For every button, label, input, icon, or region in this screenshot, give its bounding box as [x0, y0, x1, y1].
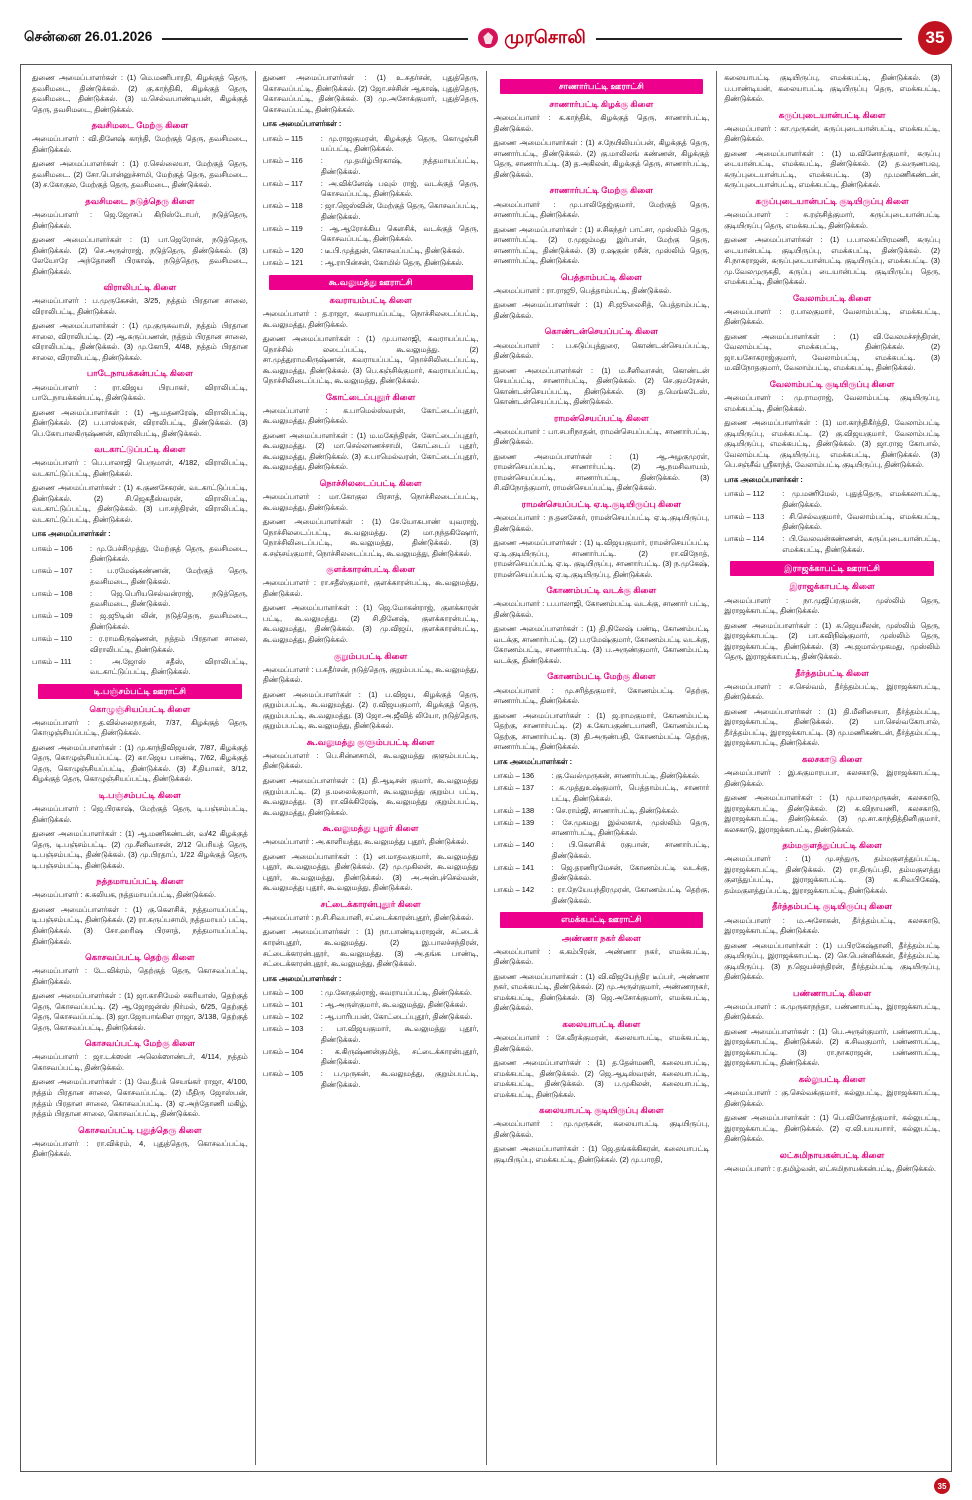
body-paragraph: துணை அமைப்பாளர்கள் : (1) பெ.வினோத்குமார், கல்லுபட்டி, இராஜக்காபட்டி, திண்டுக்கல். (2) ஏ.வி.யயயாார், கல்லுபட்டி, திண்டுக்கல். — [724, 1113, 940, 1144]
body-paragraph: அமைப்பாளர் : ஜெ.ஜோசப் கிறிஸ்டோபர், நடுத்தெரு, திண்டுக்கல். — [32, 209, 248, 230]
part-organizer: : சே.முகமது இல்லகாக், முஸ்லிம் தெரு, சாணார்பட்டி, திண்டுக்கல். — [551, 817, 710, 838]
part-number: பாகம் – 117 — [262, 178, 303, 188]
part-entry — [32, 634, 248, 655]
body-paragraph: அமைப்பாளர் : க.கலியக, நத்தமாயப்பட்டி, திண்டுக்கல். — [32, 890, 216, 900]
body-paragraph: அமைப்பாளர் : கு.செல்வக்குமார், கல்லுபட்டி, இராஜக்காபட்டி, திண்டுக்கல். — [724, 1088, 940, 1108]
part-number: பாகம் – 112 — [724, 489, 765, 499]
part-number: பாகம் – 109 — [32, 611, 73, 621]
body-paragraph: துணை அமைப்பாளர்கள் : (1) தி.மீனிசையா, தீர்த்தம்பட்டி, இராஜக்காபட்டி, திண்டுக்கல். (2) பா.செல்வகோபால், தீர்த்தம்பட்டி, இராஜக்காபட்டி. (3) மு.மணிகண்டன், தீர்த்தம்பட்டி, இராஜக்காபட்டி, திண்டுக்கல். — [724, 706, 940, 748]
part-entry — [263, 201, 479, 222]
part-organizer: : பி.வேலவன்கண்ணன், கருப்புடையான்பட்டி, எமக்கபட்டி, திண்டுக்கல். — [782, 534, 940, 554]
body-paragraph: அமைப்பாளர் : ம.அசோகன், தீர்த்தம்பட்டி, கலசகாடு, இராஜக்காபட்டி, திண்டுக்கல். — [724, 915, 940, 936]
body-paragraph: துணை அமைப்பாளர்கள் : (1) ஜெ.மோகன்ராஜ், குளக்காரன் பட்டி, கூ.வலுமத்து. (2) சி.தினேஷ், குளக்காரன்பட்டி, கூ.வலுமத்து, திண்டுக்கல். (3) மு.விஜய், குளக்காரன்பட்டி, கூ.வலுமத்து, திண்டுக்கல். — [262, 603, 479, 644]
part-entry — [263, 134, 479, 155]
branch-heading: டி.பஞ்சம்பட்டி கிளை — [98, 790, 181, 800]
body-paragraph: துணை அமைப்பாளர்கள் : (1) சு.ஜெயசீலன், முஸ்லிம் தெரு, இராஜக்காபட்டி. (2) பா.கவிநிஷ்குமார், முஸ்லிம் தெரு, இராஜக்காபட்டி, திண்டுக்கல். (3) அ.ஜமால்முகமது, முஸ்லிம் தெரு, இராஜக்காபட்டி, திண்டுக்கல். — [724, 620, 940, 662]
part-entry — [32, 657, 248, 678]
column-3 — [486, 71, 717, 1465]
part-number: பாகம் – 107 — [32, 566, 73, 576]
body-paragraph: துணை அமைப்பாளர்கள் : (1) சே.யோகபாண் யுவராஜ், நொச்சிலடைப்பட்டி, கூ.வலுமத்து. (2) மா.நந்தகிஷோர், நொச்சிலிடைப்பட்டி, கூ.வலுமத்து, திண்டுக்கல். (3) க.சஞ்சய்குமார், நொச்சிலடைப்பட்டி, கூ.வலுமத்து, திண்டுக்கல். — [262, 517, 479, 558]
body-paragraph: அமைப்பாளர் : ந.சி.சிவபானி, சட்டைக்காரன்புதூர், திண்டுக்கல். — [262, 912, 474, 922]
part-organizer: : அ.விக்னேஷ் பவுல் ராஜ், வடக்குத் தெரு, கொசவப்பட்டி, திண்டுக்கல். — [320, 178, 479, 199]
branch-heading: தம்மகுளத்துப்பட்டி கிளை — [782, 840, 882, 851]
body-paragraph: அமைப்பாளர் : ந.தனசேகர், ராமன்செயப்பட்டி ஏ.டி.குடியிருப்பு, திண்டுக்கல். — [493, 513, 710, 533]
body-paragraph: அமைப்பாளர் : ப.பாலாஜி, கோணம்பட்டி வடக்கு, சாணார் பட்டி, திண்டுக்கல். — [493, 599, 710, 619]
branch-heading: வடகாட்டுப்பட்டி கிளை — [94, 444, 186, 455]
part-organizer: : ஆ.அருள்குமார், கூ.வலுமத்து, திண்டுக்கல். — [320, 1000, 468, 1010]
body-paragraph: அமைப்பாளர் : ர.தமிழ்வன், லட்சுமிநாயக்கன்பட்டி, திண்டுக்கல். — [724, 1163, 936, 1173]
part-entry — [263, 1069, 479, 1090]
body-paragraph: துணை அமைப்பாளர்கள் : (1) மு.காந்திவிஜயன், 7/87, கிழக்குத் தெரு, கொழுஞ்சியப்பட்டி. (2) கா.ஜெய பாண்டி, 7/62, கிழக்குத் தெரு, கொழுஞ்சியப்பட்டி, திண்டுக்கல். (3) சீ.தியாகர், 3/12, கிழக்குத் தெரு, கொழுஞ்சியப்பட்டி, திண்டுக்கல். — [32, 742, 248, 784]
part-organizer: : ஆ.பாரிபபன், கோட்டைப்புதூர், திண்டுக்கல். — [320, 1012, 473, 1022]
rising-sun-icon — [478, 28, 498, 48]
body-paragraph: துணை அமைப்பாளர்கள் : (1) மு.பாலமுருகன், கலசகாடு, இராஜக்காபட்டி, திண்டுக்கல். (2) சு.விநாயணி, கலசகாடு, இராஜக்காபட்டி, திண்டுக்கல். (3) மு.சா.காந்தித்தினி்குமார், கலசகாடு, இராஜக்காபட்டி, திண்டுக்கல். — [724, 793, 940, 834]
part-number: பாகம் – 137 — [493, 783, 535, 793]
body-paragraph: துணை அமைப்பாளர்கள் : (1) கு.கௌசிக், நத்தமாயப்பட்டி, டி.பஞ்சம்பட்டி, திண்டுக்கல். (2) ரா.சுருப்பசாமி, நத்தமாயப் பட்டி, திண்டுக்கல். (3) சோ.ஹரிஷ பிரசாத், நத்தமாயப்பட்டி, திண்டுக்கல். — [32, 904, 248, 946]
body-paragraph: துணை அமைப்பாளர்கள் : (1) ம.சீனிவாசன், கொண்டன் செயப்பட்டி, சாணார்பட்டி, திண்டுக்கல். (2) செ.குமரேசன், கொண்டன்செயப்பட்டி, திண்டுக்கல். (3) த.மெங்கடேஸ், கொண்டன்செயப்பட்டி, திண்டுக்கல். — [493, 365, 710, 407]
branch-heading: கொசவப்பட்டி மேற்கு கிளை — [84, 1038, 196, 1049]
body-paragraph: கலையாபட்டி குடியிருப்பு, எமக்கபட்டி, திண்டுக்கல். (3) ப.பாண்டியன், கலையாபட்டி குடியிருப்பு தெரு, எமக்கபட்டி, திண்டுக்கல். — [724, 73, 940, 104]
branch-heading: இராஜக்காபட்டி கிளை — [789, 581, 875, 592]
branch-heading: கோணம்பட்டி வடக்கு கிளை — [546, 585, 657, 596]
body-paragraph: துணை அமைப்பாளர்கள் : (1) சு.குணசேகரன், வடகாட்டுப்பட்டி, திண்டுக்கல். (2) சி.ஜெகதீஸ்வரன், விராலிபட்டி, வடகாட்டுப்பட்டி, திண்டுக்கல். (3) பா.சந்திரன், விராலிபட்டி, வடகாட்டுப்பட்டி, திண்டுக்கல். — [32, 483, 248, 524]
column-4 — [716, 71, 947, 1465]
part-entry — [263, 224, 479, 245]
body-paragraph: அமைப்பாளர் : ர.பாலகுமார், வேலாம்பட்டி, எமக்கபட்டி, திண்டுக்கல். — [724, 306, 940, 327]
body-paragraph: அமைப்பாளர் : வி.தினேஷ் காந்தி, மேற்குத் தெரு, தவசிமடை, திண்டுக்கல். — [32, 134, 248, 154]
part-organizer: : செ.ராம்ஜி, சாணார்பட்டி, திண்டுக்கல். — [551, 805, 679, 815]
body-paragraph: துணை அமைப்பாளர்கள் : (1) ஜ.ராமகுமார், கோணம்பட்டி தெற்கு, சாணார்பட்டி. (2) சு.கோபகுண்டபாணி, கோணம்பட்டி தெற்கு, சாணார்பட்டி. (3) தி.அருண்பதி, கோணம்பட்டி தெற்கு, சாணார்பட்டி, திண்டுக்கல். — [493, 710, 710, 752]
branch-heading: விராலிபட்டி கிளை — [103, 282, 177, 293]
part-organizer: : ஆ.ராபின்சன், கோமில் தெரு, திண்டுக்கல். — [320, 258, 464, 268]
body-paragraph: அமைப்பாளர் : நா.முஜிப்ரகுமன், முஸ்லிம் தெரு, இராஜக்காபட்டி, திண்டுக்கல். — [724, 595, 940, 616]
masthead — [20, 18, 952, 58]
part-number: பாகம் – 118 — [262, 201, 303, 211]
part-number: பாகம் – 102 — [262, 1012, 304, 1022]
branch-heading: பாடேநாயக்கன்பட்டி கிளை — [86, 368, 193, 379]
body-paragraph: அமைப்பாளர் : மு.ராமராஜ், வேலாம்பட்டி குடியிருப்பு, எமக்கபட்டி, திண்டுக்கல். — [724, 393, 940, 413]
body-paragraph: அமைப்பாளர் : ப.சுடுப்புத்துரை, கொண்டன்செயப்பட்டி, திண்டுக்கல். — [493, 340, 710, 361]
body-paragraph: துணை அமைப்பாளர்கள் : (1) டி.விஜயகுமார், ராமன்செயப்பட்டி ஏ.டி.குடியிருப்பு, சாணார்பட்டி. (2) ரா.விநோத், ராமன்செயப்பட்டி ஏ.டி. குடியிருப்பு, சாணார்பட்டி. (3) ந.முகேஷ், ராமன்செயப்பட்டி ஏ.டி.குடியிருப்பு, திண்டுக்கல். — [493, 538, 710, 579]
body-paragraph: அமைப்பாளர் : பா.சபரிநாதன், ராமன்செயப்பட்டி, சாணார்பட்டி, திண்டுக்கல். — [493, 426, 710, 447]
part-number: பாகம் – 116 — [262, 156, 303, 166]
body-paragraph: அமைப்பாளர் : ஜெ.பிரகாஷ், மேற்குத் தெரு, டி.பஞ்சம்பட்டி, திண்டுக்கல். — [32, 804, 248, 824]
branch-heading: கொழுஞ்சியப்பட்டி கிளை — [89, 703, 191, 714]
body-paragraph: துணை அமைப்பாளர்கள் : (1) வி.விஜயேந்திர டீப்பர், அண்ணா நகர், எமக்கபட்டி, திண்டுக்கல். (2) மு.அருள்குமார், அண்ணாநகர், எமக்கபட்டி, திண்டுக்கல். (3) ஜெ.அசோக்குமார், எமக்கபட்டி, திண்டுக்கல். — [493, 971, 710, 1013]
part-organizer: : ரா.நேயேயந்திரமுரன், கோணம்பட்டி தெற்கு, திண்டுக்கல். — [551, 885, 710, 905]
branch-heading: குளக்காரன்பட்டி கிளை — [326, 564, 416, 575]
branch-heading: தவசிமடை மேற்கு கிளை — [91, 120, 189, 131]
branch-heading: சாணார்பட்டி மேற்கு கிளை — [549, 185, 654, 196]
body-paragraph: அமைப்பாளர் : க.பாமெல்ஸ்வரன், கோட்டைப்புதூர், கூ.வலுமத்து, திண்டுக்கல். — [262, 405, 479, 426]
part-organizer: : ப.முருகன், கூ.வலுமத்து, குறும்பபட்டி, திண்டுக்கல். — [320, 1069, 479, 1089]
part-organizer: : சி.செல்வகுமார், வேலாம்பட்டி, எமக்கபட்டி, திண்டுக்கல். — [782, 511, 940, 532]
part-number: பாகம் – 141 — [493, 862, 535, 872]
part-entry — [32, 611, 248, 632]
body-paragraph: அமைப்பாளர் : (1) மு.சந்துரு, தம்மகுளத்துப்பட்டி, இராஜக்காபட்டி, திண்டுக்கல். (2) ரா.திருப்பதி, தம்மகுளத்து குளத்துப்பட்டி, இராஜக்காபட்டி. (3) க.சிவபிகேஷ், தம்மகுளத்துப்பட்டி, இராஜக்காபட்டி, திண்டுக்கல். — [724, 854, 940, 895]
part-organizer: : மு.ராஜகுமரன், கிழக்குத் தெரு, கொழுஞ்சி யப்பட்டி, திண்டுக்கல். — [320, 133, 479, 154]
body-paragraph: அமைப்பாளர் : ரா.ராஜூ, பெத்தாம்பட்டி, திண்டுக்கல். — [493, 285, 672, 295]
branch-heading: கோட்டைப்புதூர் கிளை — [325, 391, 416, 402]
branch-heading: கலையாபட்டி குடியிருப்பு கிளை — [539, 1105, 664, 1116]
branch-heading: தீர்த்தம்பட்டி கிளை — [795, 667, 869, 678]
branch-heading: கூ.வலுமத்து புதூர் கிளை — [322, 823, 419, 834]
branch-heading: கருப்புடையான்பட்டி கிளை — [778, 109, 886, 120]
part-number: பாகம் – 114 — [724, 534, 765, 544]
body-paragraph: துணை அமைப்பாளர்கள் : (1) தி.ஆடிசன் குமார், கூ.வலுமத்து குறும்பபட்டி. (2) த.மலைக்குமார், கூ.வலுமத்து குறும்ப பட்டி, கூ.வலுமத்து. (3) ரா.விக்கிரேஷ், கூ.வலுமத்து குறும்பபட்டி, கூ.வலுமத்து, திண்டுக்கல். — [262, 775, 479, 817]
body-paragraph: துணை அமைப்பாளர்கள் : (1) ன.மாதவகுமார், கூ.வலுமத்து புதூர், கூ.வலுமத்து, திண்டுக்கல். (2) மு.முகிலன், கூ.வலுமத்து புதூர், கூ.வலுமத்து, திண்டுக்கல். (3) அ.அன்புச்செல்வன், கூ.வலுமத்து புதூர், கூ.வலுமத்து, திண்டுக்கல். — [262, 851, 479, 893]
branch-heading: நொச்சிலடைப்பட்டி கிளை — [319, 477, 422, 488]
part-organizer: : ஜா.ஜெஸ்வின், மேற்குத் தெரு, கொசவப்பட்டி, திண்டுக்கல். — [320, 201, 479, 221]
part-entry — [494, 806, 710, 817]
branch-heading: கொசவப்பட்டி புதுத்தெரு கிளை — [78, 1124, 202, 1135]
part-entry — [263, 1012, 479, 1023]
part-entry — [724, 534, 940, 555]
publication-name: முரசொலி — [504, 26, 587, 47]
part-number: பாகம் – 136 — [493, 771, 535, 781]
body-paragraph: அமைப்பாளர் : மு.பாலிதேஜ்குமார், மேற்குத் தெரு, சாணார்பட்டி, திண்டுக்கல். — [493, 199, 710, 220]
body-paragraph: அமைப்பாளர் : டே.விக்ரம், தெற்குத் தெரு, கொசவப்பட்டி, திண்டுக்கல். — [32, 966, 248, 986]
body-paragraph: அமைப்பாளர் : இ.சுகுமாரபபா, கலசகாடு, இராஜக்காபட்டி, திண்டுக்கல். — [724, 768, 940, 788]
part-organizer: : மு.மணிமேல், புதுத்தெரு, எமக்கலாபட்டி, திண்டுக்கல். — [782, 489, 940, 509]
part-organizer: : பா.விஜயகுமார், கூ.வலுமத்து புதூர், திண்டுக்கல். — [320, 1024, 479, 1044]
body-paragraph: துணை அமைப்பாளர்கள் : (1) ம.வினோத்குமார், கருப்பு டையான்பட்டி, எமக்கபட்டி, திண்டுக்கல். (2) த.வருணபவு, கருப்புடையான்பட்டி, எமக்கபட்டி. (3) மு.மணிகண்டன், கருப்புடையான்பட்டி, எமக்கபட்டி, திண்டுக்கல். — [724, 148, 940, 190]
body-paragraph: துணை அமைப்பாளர்கள் : (1) ப.பாலசுப்பிரமணி, கருப்பு டையான்பட்டி குடியிருப்பு, எமக்கபட்டி, திண்டுக்கல். (2) சி.நாகராஜன், கருப்புடையான்பட்டி குடியிருப்பு, எமக்கபட்டி. (3) மு.வேலமுருகதி, கருப்பு டையான்பட்டி குடியிருப்பு தெரு, எமக்கபட்டி, திண்டுக்கல். — [724, 235, 940, 287]
part-entry — [263, 988, 479, 999]
body-paragraph: பாக அமைப்பாளர்கள் : — [493, 756, 573, 766]
part-number: பாகம் – 106 — [32, 543, 73, 553]
body-paragraph: அமைப்பாளர் : க.காந்திக், கிழக்குத் தெரு, சாணார்பட்டி, திண்டுக்கல். — [493, 113, 710, 133]
column-1 — [25, 71, 255, 1465]
body-paragraph: துணை அமைப்பாளர்கள் : (1) வே.தீபக் செயங்கர் ராஜா, 4/100, நத்தம் பிரதான சாலை, கொசவப்பட்டி. (2) மீதிரு ஜோஸ்பன், நத்தம் பிரதான சாலை, கொசவப்பட்டி. (3) ஏ.அந்தோணி மகிழ், நத்தம் பிரதான சாலை, கொசவப்பட்டி, திண்டுக்கல். — [32, 1077, 248, 1119]
body-paragraph: துணை அமைப்பாளர்கள் : (1) ச.நேயிலியப்பன், கிழக்குத் தெரு, சாணார்பட்டி, திண்டுக்கல். (2) கு.மாலிலங் கண்ணன், கிழக்குத் தெரு, சாணார்பட்டி. (3) த.அகிலன், கிழக்குத் தெரு, சாணார்பட்டி, திண்டுக்கல். — [493, 138, 710, 179]
part-number: பாகம் – 140 — [493, 840, 535, 850]
part-number: பாகம் – 113 — [724, 511, 765, 521]
part-organizer: : ப.ரமேஷ்கண்ணன், மேற்குத் தெரு, தவசிமடை, திண்டுக்கல். — [90, 566, 248, 586]
part-number: பாகம் – 101 — [262, 1000, 304, 1010]
body-paragraph: துணை அமைப்பாளர்கள் : (1) ர.செல்லையா, மேற்குத் தெரு, தவசிமடை. (2) சோ.பொன்னுச்சாமி, மேற்குத் தெரு, தவசிமடை. (3) ச.கோகுல, மேற்குத் தெரு, தவசிமடை, திண்டுக்கல். — [32, 159, 248, 190]
part-organizer: : ஜெ.தரணிரமேசன், கோணம்பட்டி வடக்கு, திண்டுக்கல். — [551, 862, 710, 883]
part-number: பாகம் – 100 — [262, 988, 304, 998]
part-number: பாகம் – 142 — [493, 885, 535, 895]
part-entry — [32, 589, 248, 610]
body-paragraph: அமைப்பாளர் : பெ.சின்னசாமி, கூ.வலுமத்து குளும்பபட்டி, திண்டுக்கல். — [262, 750, 479, 771]
body-paragraph: துணை அமைப்பாளர்கள் : (1) தி.நிலேஷ் பண்டி, கோணம்பட்டி வடக்கு, சாணார்பட்டி. (2) ப.ரமேஷ்குமார், கோணம்பட்டி வடக்கு, கோணம்பட்டி, சாணார்பட்டி. (3) ப.அருண்குமார், கோணம்பட்டி வடக்கு, திண்டுக்கல். — [493, 624, 710, 665]
part-number: பாகம் – 108 — [32, 588, 73, 598]
part-entry — [494, 863, 710, 884]
part-organizer: : ஜெ.பெரியசெல்வன்ராஜ், நடுத்தெரு, தவசிமடை, திண்டுக்கல். — [90, 588, 248, 609]
body-paragraph: அமைப்பாளர் : மா.கோகுல பிரசாத், நொச்சிலடைப்பட்டி, கூ.வலுமத்து, திண்டுக்கல். — [262, 492, 479, 512]
body-paragraph: துணை அமைப்பாளர்கள் : (1) ஆ.மணிகண்டன், வ/42 கிழக்குத் தெரு, டி.பஞ்சம்பட்டி. (2) மு.சீனிவாசன், 2/12 பெரியத் தெரு, டி.பஞ்சம்பட்டி, திண்டுக்கல். (3) மு.பிரதாப், 1/22 கிழக்குத் தெரு, டி.பஞ்சம்பட்டி, திண்டுக்கல். — [32, 829, 248, 870]
branch-heading: கொண்டன்செயப்பட்டி கிளை — [544, 326, 659, 337]
branch-heading: கவராயம்பட்டி கிளை — [329, 294, 412, 305]
part-number: பாகம் – 121 — [262, 258, 304, 268]
publication-logo — [478, 27, 586, 50]
body-paragraph: துணை அமைப்பாளர்கள் : (1) ப.விஜய, கிழக்குத் தெரு, குறும்பபட்டி, கூ.வலுமத்து. (2) ர.விஜயகுமார், கிழக்குத் தெரு, குறும்பபட்டி, கூ.வலுமத்து. (3) ஜோ.அ.ஜீவித் லியோ, நடுத்தெரு, குறும்பபட்டி, கூ.வலுமத்து, திண்டுக்கல். — [262, 689, 479, 731]
part-organizer: : கு.வேல்முருகன், சாணார்பட்டி, திண்டுக்கல். — [551, 771, 700, 781]
part-entry — [494, 818, 710, 839]
part-entry — [263, 1047, 479, 1068]
body-paragraph: துணை அமைப்பாளர்கள் : (1) மெ.மணிபாரதி, கிழக்குத் தெரு, தவசிமடை, திண்டுக்கல். (2) கு.காந்திகி, கிழக்குத் தெரு, தவசிமடை, திண்டுக்கல். (3) ம.செல்வபாண்டியன், கிழக்குத் தெரு, தவசிமடை, திண்டுக்கல். — [32, 73, 248, 114]
branch-heading: கோணம்பட்டி மேற்கு கிளை — [547, 671, 656, 682]
body-paragraph: அமைப்பாளர் : ரா.விக்ரம், 4, புதுத்தெரு, கொசவப்பட்டி, திண்டுக்கல். — [32, 1138, 248, 1159]
edition-date: சென்னை 26.01.2026 — [24, 29, 153, 44]
part-number: பாகம் – 105 — [262, 1069, 304, 1079]
part-entry — [263, 156, 479, 177]
body-paragraph: துணை அமைப்பாளர்கள் : (1) பெ.அருள்குமார், பண்ணாபட்டி, இராஜக்காபட்டி, திண்டுக்கல். (2) க.சிவகுமார், பண்ணாபட்டி, இராஜக்காபட்டி. (3) ரா.நாகராஜன், பண்ணாபட்டி, இராஜக்காபட்டி, திண்டுக்கல். — [724, 1026, 940, 1068]
body-paragraph: அமைப்பாளர் : ஜா.டக்ஸன் அலெக்ஸாண்டர், 4/114, நத்தம் கொசவப்பட்டி, திண்டுக்கல். — [32, 1052, 248, 1072]
body-paragraph: துணை அமைப்பாளர்கள் : (1) உ.சுதர்சன், புதுத்தெரு, கொசவப்பட்டி, திண்டுக்கல். (2) ஜோ.சச்சின் ஆகாஷ், புதுத்தெரு, கொசவப்பட்டி, திண்டுக்கல். (3) மு.அசோக்குமார், புதுத்தெரு, கொசவப்பட்டி, திண்டுக்கல். — [262, 73, 479, 114]
body-paragraph: பாக அமைப்பாளர்கள் : — [724, 474, 803, 484]
body-paragraph: துணை அமைப்பாளர்கள் : (1) பா.ஜெரோன், நடுத்தெரு, திண்டுக்கல். (2) செ.அருள்ராஜ், நடுத்தெரு, திண்டுக்கல். (3) லேயோரே அந்தோணி பிரகாஷ், நடுத்தெரு, தவசிமடை, திண்டுக்கல். — [32, 235, 248, 276]
panchayat-heading: சாணார்பட்டி ஊராட்சி — [500, 79, 704, 94]
part-number: பாகம் – 104 — [262, 1046, 304, 1056]
body-paragraph: அமைப்பாளர் : ப.முருகேசன், 3/25, நத்தம் பிரதான சாலை, விராலிபட்டி, திண்டுக்கல். — [32, 296, 248, 316]
part-entry — [494, 885, 710, 906]
masthead-rule-right — [596, 38, 902, 40]
branch-heading: தவசிமடை நடுத்தெரு கிளை — [85, 195, 195, 206]
part-organizer: : பி.கௌசிக் ரகுபான், சாணார்பட்டி, திண்டுக்கல். — [551, 840, 710, 860]
body-paragraph: துணை அமைப்பாளர்கள் : (1) சி.ஜூலைசித், பெத்தாம்பட்டி, திண்டுக்கல். — [493, 300, 710, 320]
branch-heading: கருப்புடையான்பட்டி குடியிருப்பு கிளை — [755, 195, 909, 206]
body-paragraph: அமைப்பாளர் : கா.முருகன், கருப்புடையான்பட்டி, எமக்கபட்டி, திண்டுக்கல். — [724, 123, 940, 144]
branch-heading: குறும்பபட்டி கிளை — [333, 650, 408, 661]
body-paragraph: பாக அமைப்பாளர்கள் : — [32, 529, 111, 539]
part-entry — [724, 512, 940, 533]
branch-heading: ராமன்செயப்பட்டி ஏ.டி.குடியிருப்பு கிளை — [521, 498, 682, 509]
part-organizer: : மு.கோகுல்ராஜ், கவராயப்பட்டி, திண்டுக்கல். — [320, 988, 472, 998]
part-organizer: : ஜ.ஜூடின் லின், நடுத்தெரு, தவசிமடை, திண்டுக்கல். — [90, 611, 248, 631]
part-entry — [263, 246, 479, 257]
branch-heading: ராமன்செயப்பட்டி கிளை — [553, 412, 649, 423]
branch-heading: அண்ணா நகர் கிளை — [561, 932, 641, 943]
body-paragraph: துணை அமைப்பாளர்கள் : (1) ஜெ.தங்கக்கிகரன், கலையாபட்டி குடியிருப்பு, எமக்கபட்டி, திண்டுக்கல். (2) மு.பாரதி, — [493, 1144, 710, 1164]
body-paragraph: அமைப்பாளர் : த.வில்லைநாதன், 7/37, கிழக்குத் தெரு, கொழுஞ்சியப்பட்டி, திண்டுக்கல். — [32, 717, 248, 738]
body-paragraph: அமைப்பாளர் : சு.ரஞ்சித்குமார், கருப்புடையான்பட்டி குடியிருப்பு தெரு, எமக்கபட்டி, திண்டுக்கல். — [724, 209, 940, 230]
part-entry — [32, 544, 248, 565]
branch-heading: சாணார்பட்டி கிழக்கு கிளை — [549, 99, 654, 110]
body-paragraph: துணை அமைப்பாளர்கள் : (1) மு.குருசுவாமி, நத்தம் பிரதான சாலை, விராலிபட்டி. (2) ஆ.கருப்பணன், நத்தம் பிரதான சாலை, விராலிபட்டி, திண்டுக்கல். (3) மு.கோபி, 4/48, நத்தம் பிரதான சாலை, விராலிபட்டி, திண்டுக்கல். — [32, 321, 248, 362]
part-number: பாகம் – 103 — [262, 1024, 304, 1034]
panchayat-heading: டி.பஞ்சம்பட்டி ஊராட்சி — [38, 684, 242, 699]
part-entry — [494, 783, 710, 804]
branch-heading: வேலாம்பட்டி கிளை — [792, 292, 872, 303]
part-number: பாகம் – 111 — [32, 656, 72, 666]
column-2 — [255, 71, 486, 1465]
body-paragraph: அமைப்பாளர் : பெ.பாலாஜி பெருமாள், 4/182, விராலிபட்டி, வடகாட்டுப்பட்டி, திண்டுக்கல். — [32, 458, 248, 478]
part-organizer: : மு.தமிழ்பிரகாஷ், நத்தமாயப்பட்டி, திண்டுக்கல். — [320, 156, 479, 176]
branch-heading: லட்சுமிநாயகன்பட்டி கிளை — [779, 1149, 885, 1160]
branch-heading: கல்லுபட்டி கிளை — [798, 1073, 866, 1084]
branch-heading: கூ.வலுமத்து குளும்பபட்டி கிளை — [306, 736, 435, 747]
branch-heading: வேலாம்பட்டி குடியிருப்பு கிளை — [769, 378, 895, 389]
body-paragraph: துணை அமைப்பாளர்கள் : (1) ம.மகேந்திரன், கோட்டைப்புதூர், கூ.வலுமத்து. (2) மா.செல்லாணச்சாமி, கோட்டைப் புதூர், கூ.வலுமத்து, திண்டுக்கல். (3) சு.பாமெல்வரன், கோட்டைப்புதூர், கூ.வலுமத்து, திண்டுக்கல். — [262, 430, 479, 472]
panchayat-heading: கூ.வலுமத்து ஊராட்சி — [269, 275, 473, 290]
part-entry — [263, 258, 479, 269]
body-paragraph: துணை அமைப்பாளர்கள் : (1) ஜா.காசிமேல் சகரியாஸ், தெற்குத் தெரு, கொசவப்பட்டி. (2) ஆ.ஜோஜன்ஸ் நிர்மல், 6/25, தெற்குத் தெரு, கொசவப்பட்டி. (3) ஜா.ஜோபாங்கிள ராஜா, 3/138, தெற்குத் தெரு, கொசவப்பட்டி, திண்டுக்கல். — [32, 991, 248, 1032]
part-organizer: : க.கிருஷ்ணன்குமித், சட்டைக்காரன்புதூர், திண்டுக்கல். — [320, 1046, 479, 1067]
branch-heading: சட்டைக்காரன்புதூர் கிளை — [320, 898, 421, 909]
part-entry — [263, 1000, 479, 1011]
body-paragraph: அமைப்பாளர் : மு.முருகன், கலையாபட்டி குடியிருப்பு, திண்டுக்கல். — [493, 1119, 710, 1139]
branch-heading: பண்ணாபட்டி கிளை — [793, 987, 872, 998]
part-entry — [494, 771, 710, 782]
part-entry — [32, 566, 248, 587]
part-number: பாகம் – 138 — [493, 805, 535, 815]
part-entry — [494, 840, 710, 861]
body-paragraph: அமைப்பாளர் : ப.சுதீர்சன், நடுத்தெரு, குறும்பபட்டி, கூ.வலுமத்து, திண்டுக்கல். — [262, 664, 479, 685]
footer-page-number: 35 — [934, 1478, 950, 1494]
part-number: பாகம் – 119 — [262, 223, 303, 233]
part-number: பாகம் – 115 — [262, 133, 303, 143]
body-paragraph: துணை அமைப்பாளர்கள் : (1) த.தேன்மணி, கலையாபட்டி, எமக்கபட்டி, திண்டுக்கல். (2) ஜெ.ஆடிஸ்வரன், கலையாபட்டி, எமக்கபட்டி, திண்டுக்கல். (3) ப.முகிலன், கலையாபட்டி, எமக்கபட்டி, திண்டுக்கல். — [493, 1058, 710, 1099]
branch-heading: கலசகாடு கிளை — [801, 753, 863, 764]
body-paragraph: அமைப்பாளர் : மு.சரித்தகுமார், கோணம்பட்டி தெற்கு, சாணார்பட்டி, திண்டுக்கல். — [493, 685, 710, 706]
page-number-badge: 35 — [918, 21, 952, 55]
body-paragraph: துணை அமைப்பாளர்கள் : (1) வி.வேலமச்சந்திரன், வேலாம்பட்டி, எமக்கபட்டி, திண்டுக்கல். (2) ஜா.யசோகராஜ்குமார், வேலாம்பட்டி, எமக்கபட்டி. (3) ம.விநோதகுமார், வேலாம்பட்டி, எமக்கபட்டி, திண்டுக்கல். — [724, 331, 940, 373]
body-paragraph: அமைப்பாளர் : க.கம்பிரன், அண்ணா நகர், எமக்கபட்டி, திண்டுக்கல். — [493, 946, 710, 967]
body-paragraph: அமைப்பாளர் : அ.காளியத்து, கூ.வலுமத்து புதூர், திண்டுக்கல். — [262, 837, 469, 847]
body-paragraph: துணை அமைப்பாளர்கள் : (1) ஆ.மதனரேஷ், விராலிபட்டி, திண்டுக்கல். (2) ப.பாஸ்கரன், விராலிபட்டி, திண்டுக்கல். (3) பெ.கோபாலகிருஷ்ணன், விராலிபட்டி, திண்டுக்கல். — [32, 407, 248, 438]
body-paragraph: அமைப்பாளர் : சு.முருகாநந்தா, பண்ணாபட்டி, இராஜக்காபட்டி, திண்டுக்கல். — [724, 1001, 940, 1022]
body-paragraph: பாக அமைப்பாளர்கள் : — [262, 973, 342, 983]
panchayat-heading: எமக்கபட்டி ஊராட்சி — [500, 912, 704, 927]
part-number: பாகம் – 139 — [493, 817, 535, 827]
branch-heading: தீர்த்தம்பட்டி குடியிருப்பு கிளை — [772, 901, 893, 912]
body-paragraph: துணை அமைப்பாளர்கள் : (1) ப.பிரகேஷ்தானி, தீர்த்தம்பட்டி குடியிருப்பு, இராஜக்காபட்டி. (2) செ.பென்னிக்கன், தீர்த்தம்பட்டி குடியிருப்பு. (3) ந.ஜெயச்சந்திரன், தீர்த்தம்பட்டி குடியிருப்பு, திண்டுக்கல். — [724, 940, 940, 982]
body-paragraph: அமைப்பாளர் : ரா.சதீஸ்குமார், குளக்காரன்பட்டி, கூ.வலுமத்து, திண்டுக்கல். — [262, 578, 479, 598]
part-entry — [263, 179, 479, 200]
branch-heading: நத்தமாயப்பட்டி கிளை — [96, 876, 184, 887]
part-organizer: : க.முத்துஉஷ்குமார், பெத்தாம்பட்டி, சாணார் பட்டி, திண்டுக்கல். — [551, 783, 710, 803]
body-paragraph: துணை அமைப்பாளர்கள் : (1) மு.பாலாஜி, கவராயப்பட்டி, நொச்சில் லடைப்பட்டி, கூ.வலுமத்து. (2) சா.முத்துராமகிருஷ்ணன், கவராயப்பட்டி, நொச்சிலிடைப்பட்டி, கூ.வலுமத்து, திண்டுக்கல். (3) பெ.கஞ்சிக்குமார், கவராயப்பட்டி, நொச்சிலிடைப்பட்டி, கூ.வலுமத்து, திண்டுக்கல். — [262, 334, 479, 386]
masthead-rule-left — [162, 38, 468, 40]
body-paragraph: அமைப்பாளர் : சே.வீரக்குமரன், கலையாபட்டி, எமக்கபட்டி, திண்டுக்கல். — [493, 1033, 710, 1053]
part-organizer: : ஆ.ஆரோக்கிய கௌசிக், வடக்குத் தெரு, கொசவப்பட்டி, திண்டுக்கல். — [320, 223, 479, 244]
body-paragraph: பாக அமைப்பாளர்கள் : — [262, 119, 342, 129]
part-entry — [263, 1024, 479, 1045]
columns-frame — [20, 64, 952, 1472]
part-organizer: : மு.பேச்சிமுத்து, மேற்குத் தெரு, தவசிமடை, திண்டுக்கல். — [90, 543, 248, 564]
part-organizer: : அ.ஜோஸ் சதீஸ், விராலிபட்டி, வடகாட்டுப்பட்டி, திண்டுக்கல். — [90, 656, 248, 677]
part-organizer: : டீ.பி.முத்துன், கொசவப்பட்டி, திண்டுக்கல். — [320, 246, 465, 256]
body-paragraph: அமைப்பாளர் : த.ராஜா, கவராயப்பட்டி, நொச்சிலடைப்பட்டி, கூ.வலுமத்து, திண்டுக்கல். — [262, 309, 479, 329]
panchayat-heading: இராஜக்காபட்டி ஊராட்சி — [730, 561, 934, 576]
body-paragraph: துணை அமைப்பாளர்கள் : (1) மா.காந்திகீர்த்தி, வேலாம்பட்டி குடியிருப்பு, எமக்கபட்டி. (2) கு.விஜயகுமார், வேலாம்பட்டி குடியிருப்பு, எமக்கபட்டி, திண்டுக்கல். (3) ஜா.ராஜ கோபால், வேலாம்பட்டி குடியிருப்பு, எமக்கபட்டி, திண்டுக்கல். (3) பெ.சஞ்சீவ் ஸ்ரீகாந்த், வேலாம்பட்டி குடியிருப்பு, திண்டுக்கல். — [724, 418, 940, 470]
body-paragraph: அமைப்பாளர் : ச.செல்வம், தீர்த்தம்பட்டி, இராஜக்காபட்டி, திண்டுக்கல். — [724, 681, 940, 702]
body-paragraph: துணை அமைப்பாளர்கள் : (1) ச.சிகந்தர் பாட்சா, முஸ்லிம் தெரு, சாணார்பட்டி. (2) ர.முஜம்மது இர்பான், மேற்கு தெரு, சாணார்பட்டி, திண்டுக்கல். (3) ர.ஷகுன் ரசீன், முஸ்லிம் தெரு, சாணார்பட்டி, திண்டுக்கல். — [493, 224, 710, 266]
body-paragraph: துணை அமைப்பாளர்கள் : (1) நா.பாண்டியராஜன், சட்டைக் காரன்புதூர், கூ.வலுமத்து. (2) இ.பாலச்சந்திரன், சட்டைக்காரன்புதூர், கூ.வலுமத்து. (3) அ.தங்க பாண்டி, சட்டைக்காரன்புதூர், கூ.வலுமத்து, திண்டுக்கல். — [262, 927, 479, 969]
part-entry — [724, 489, 940, 510]
body-paragraph: அமைப்பாளர் : ரா.விஜய பிரபாகர், விராலிபட்டி, பாடேநாயக்கன்பட்டி, திண்டுக்கல். — [32, 382, 248, 403]
part-number: பாகம் – 110 — [32, 634, 73, 643]
branch-heading: பெத்தாம்பட்டி கிளை — [560, 271, 642, 282]
part-number: பாகம் – 120 — [262, 246, 304, 256]
branch-heading: கலையாபட்டி கிளை — [562, 1018, 641, 1029]
body-paragraph: துணை அமைப்பாளர்கள் : (1) ஆ.அழகுமுரள், ராமன்செயப்பட்டி, சாணார்பட்டி. (2) ஆ.நமசிவாயம், ராமன்செயப்பட்டி, சாணார்பட்டி, திண்டுக்கல். (3) சி.விநோத்குமார், ராமன்செயப்பட்டி, திண்டுக்கல். — [493, 451, 710, 493]
part-organizer: : ர.ராமகிருஷ்ணன், நத்தம் பிரதான சாலை, விராலிபட்டி, திண்டுக்கல். — [90, 634, 248, 654]
branch-heading: கொசவப்பட்டி தெற்கு கிளை — [85, 952, 195, 963]
